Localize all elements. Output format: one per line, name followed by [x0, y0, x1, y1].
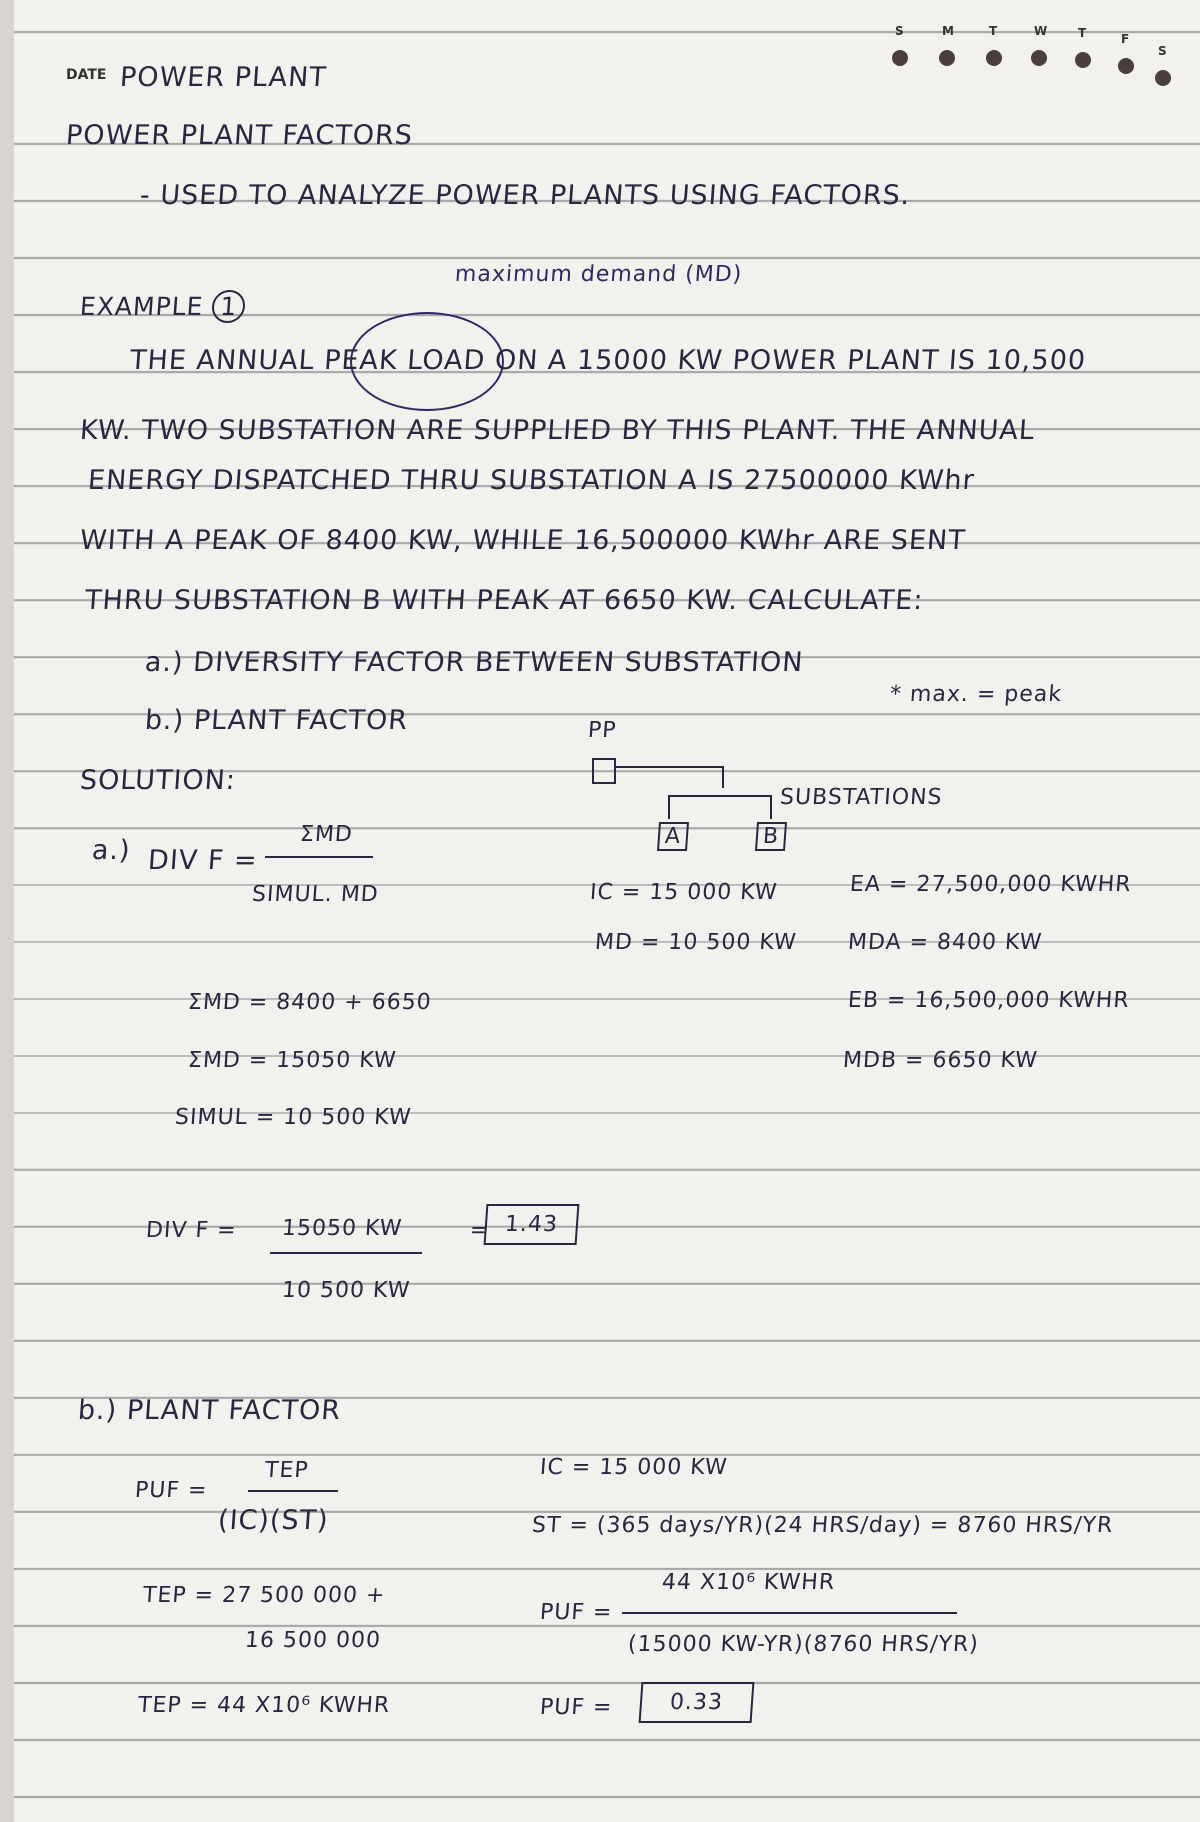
weekday-label: S: [895, 24, 904, 38]
substation-b: B: [755, 822, 787, 851]
diagram-line: [614, 766, 724, 788]
part-a-label: a.): [90, 835, 132, 866]
calc-den: 10 500 KW: [281, 1278, 412, 1303]
question-b: b.) PLANT FACTOR: [143, 705, 410, 736]
puf2-lhs: PUF =: [539, 1600, 614, 1625]
solution-label: SOLUTION:: [78, 765, 237, 796]
question-a: a.) DIVERSITY FACTOR BETWEEN SUBSTATION: [143, 647, 805, 678]
puf2-num: 44 X10⁶ KWHR: [661, 1570, 836, 1595]
weekday-dot: [1155, 70, 1171, 86]
div-f-den: SIMUL. MD: [251, 882, 380, 907]
step: SIMUL = 10 500 KW: [174, 1105, 413, 1130]
st-value: ST = (365 days/YR)(24 HRS/day) = 8760 HRS/YR: [531, 1513, 1115, 1538]
step: ΣMD = 8400 + 6650: [187, 990, 433, 1015]
example-label: EXAMPLE 1: [79, 292, 246, 321]
weekday-dot: [939, 50, 955, 66]
calc-num: 15050 KW: [281, 1216, 404, 1241]
diagram-line: [668, 795, 772, 819]
weekday-label: F: [1121, 32, 1130, 46]
puf3-lhs: PUF =: [539, 1695, 614, 1720]
puf-num: TEP: [264, 1458, 310, 1483]
weekday-label: S: [1158, 44, 1167, 58]
tep-result: TEP = 44 X10⁶ KWHR: [137, 1693, 391, 1718]
problem-line: WITH A PEAK OF 8400 KW, WHILE 16,500000 KWhr ARE SENT: [78, 525, 967, 556]
weekday-label: T: [989, 24, 998, 38]
annotation: maximum demand (MD): [454, 262, 744, 287]
part-b-label: b.) PLANT FACTOR: [76, 1395, 343, 1426]
result-a: 1.43: [484, 1204, 580, 1245]
problem-line: ENERGY DISPATCHED THRU SUBSTATION A IS 27500000 KWhr: [86, 465, 976, 496]
div-f-num: ΣMD: [299, 822, 354, 847]
problem-line: KW. TWO SUBSTATION ARE SUPPLIED BY THIS PLANT. THE ANNUAL: [78, 415, 1036, 446]
weekday-dot: [1118, 58, 1134, 74]
page-title: POWER PLANT: [118, 62, 328, 93]
calc-lhs: DIV F =: [145, 1218, 238, 1243]
problem-line: THE ANNUAL PEAK LOAD ON A 15000 KW POWER PLANT IS 10,500: [128, 345, 1088, 376]
subheading: - USED TO ANALYZE POWER PLANTS USING FACTORS.: [138, 180, 912, 211]
tep-line: TEP = 27 500 000 +: [142, 1583, 387, 1608]
weekday-dot: [986, 50, 1002, 66]
weekday-label: M: [942, 24, 954, 38]
div-f-lhs: DIV F =: [146, 845, 259, 876]
puf2-den: (15000 KW-YR)(8760 HRS/YR): [627, 1632, 980, 1657]
problem-line: THRU SUBSTATION B WITH PEAK AT 6650 KW. CALCULATE:: [83, 585, 925, 616]
given-md: MD = 10 500 KW: [594, 930, 798, 955]
puf-den: (IC)(ST): [216, 1505, 330, 1536]
result-b: 0.33: [639, 1682, 755, 1723]
weekday-dot: [1031, 50, 1047, 66]
step: ΣMD = 15050 KW: [187, 1048, 398, 1073]
note: * max. = peak: [889, 682, 1063, 707]
substation-a: A: [657, 822, 689, 851]
weekday-label: W: [1034, 24, 1048, 38]
tep-line: 16 500 000: [244, 1628, 382, 1653]
substations-label: SUBSTATIONS: [779, 785, 944, 810]
weekday-dot: [892, 50, 908, 66]
given-ea: EA = 27,500,000 KWHR: [849, 872, 1133, 897]
given-mdb: MDB = 6650 KW: [842, 1048, 1039, 1073]
given-mda: MDA = 8400 KW: [847, 930, 1044, 955]
page-edge: [0, 0, 14, 1822]
equals: =: [469, 1218, 491, 1243]
weekday-label: T: [1078, 26, 1087, 40]
ic-value: IC = 15 000 KW: [539, 1455, 729, 1480]
plant-box: [592, 758, 616, 784]
weekday-dot: [1075, 52, 1091, 68]
heading: POWER PLANT FACTORS: [64, 120, 414, 151]
given-eb: EB = 16,500,000 KWHR: [847, 988, 1131, 1013]
puf-lhs: PUF =: [134, 1478, 209, 1503]
date-label: DATE: [66, 67, 107, 83]
given-ic: IC = 15 000 KW: [589, 880, 779, 905]
diagram-pp: PP: [587, 718, 618, 743]
